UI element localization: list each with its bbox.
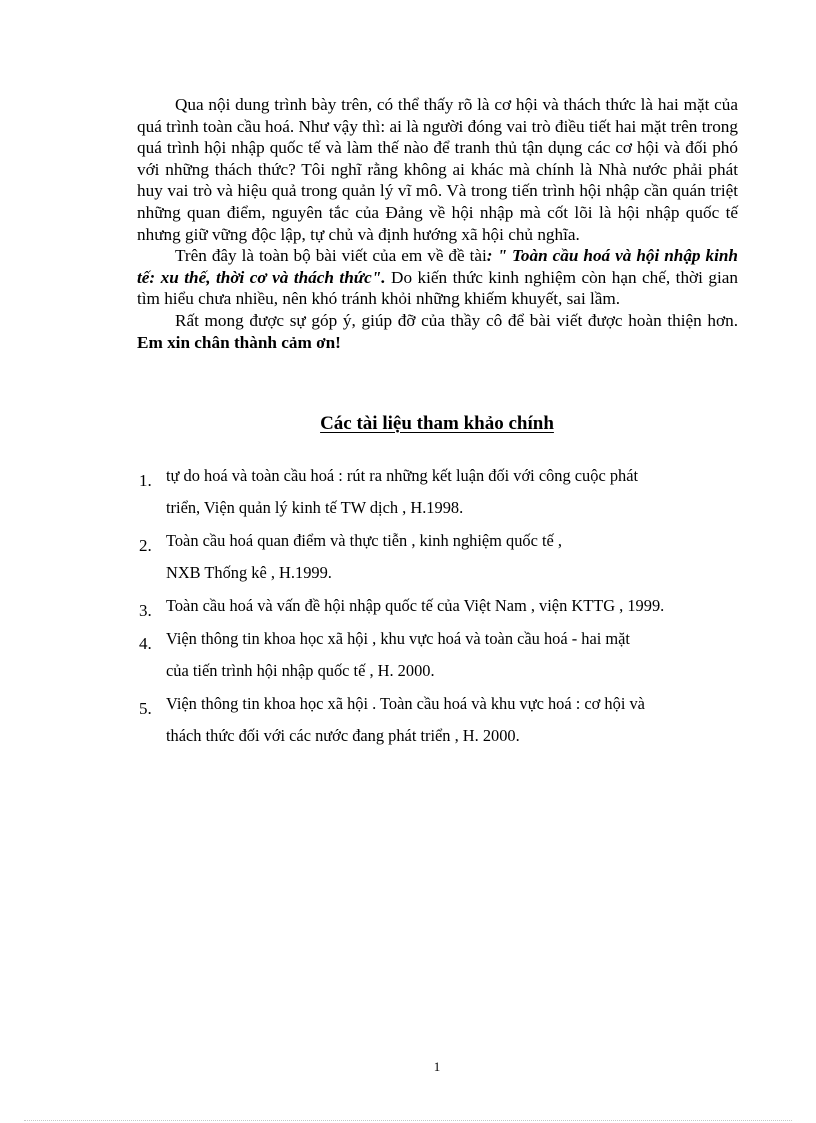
- reference-item: [137, 688, 738, 752]
- paragraph-conclusion: Qua nội dung trình bày trên, có thể thấy rõ là cơ hội và thách thức là hai mặt của quá trình toàn cầu hoá. Như vậy thì: ai là người đóng vai trò điều tiết hai mặt trên trong quá trình hội nhập quốc tế và làm thế nào để tranh thủ tận dụng các cơ hội và đối phó với những thách thức? Tôi nghĩ rằng không ai khác mà chính là Nhà nước phải phát huy vai trò và hiệu quả trong quản lý vĩ mô. Và trong tiến trình hội nhập cần quán triệt những quan điểm, nguyên tắc của Đảng về hội nhập mà cốt lõi là hội nhập quốc tế nhưng giữ vững độc lập, tự chủ và định hướng xã hội chủ nghĩa.: [137, 95, 738, 244]
- references-heading: Các tài liệu tham khảo chính: [320, 413, 554, 434]
- reference-line: NXB Thống kê , H.1999.: [166, 563, 332, 582]
- reference-item: [137, 460, 738, 524]
- reference-line: của tiến trình hội nhập quốc tế , H. 2000.: [166, 661, 435, 680]
- reference-line: Viện thông tin khoa học xã hội , khu vực hoá và toàn cầu hoá - hai mặt: [166, 629, 630, 648]
- reference-line: Toàn cầu hoá quan điểm và thực tiễn , kinh nghiệm quốc tế ,: [166, 531, 562, 550]
- reference-line: Toàn cầu hoá và vấn đề hội nhập quốc tế của Việt Nam , viện KTTG , 1999.: [166, 596, 665, 615]
- reference-item: [137, 590, 738, 622]
- reference-number: 4.: [139, 634, 152, 653]
- reference-line: Viện thông tin khoa học xã hội . Toàn cầu hoá và khu vực hoá : cơ hội và: [166, 694, 645, 713]
- body-text: [137, 94, 738, 353]
- topic-intro: Trên đây là toàn bộ bài viết của em về đề tài: [175, 246, 487, 266]
- reference-item: [137, 623, 738, 687]
- reference-line: thách thức đối với các nước đang phát triển , H. 2000.: [166, 726, 520, 745]
- thanks-bold: Em xin chân thành cảm ơn!: [137, 332, 341, 352]
- paragraph-thanks: [137, 310, 738, 353]
- reference-number: 3.: [139, 601, 152, 620]
- page-number: 1: [433, 1059, 441, 1074]
- reference-line: triển, Viện quản lý kinh tế TW dịch , H.1998.: [166, 498, 464, 517]
- reference-number: 5.: [139, 699, 152, 718]
- topic-rest: Do kiến thức kinh nghiệm còn hạn chế, thời gian tìm hiểu chưa nhiều, nên khó tránh khỏi những khiếm khuyết, sai lầm.: [137, 267, 738, 309]
- reference-number: 1.: [139, 471, 152, 490]
- topic-title: : " Toàn cầu hoá và hội nhập kinh tế: xu thế, thời cơ và thách thức".: [137, 246, 738, 287]
- paragraph-topic: [137, 245, 738, 310]
- reference-item: [137, 525, 738, 589]
- reference-line: tự do hoá và toàn cầu hoá : rút ra những kết luận đối với công cuộc phát: [166, 466, 639, 485]
- reference-number: 2.: [139, 536, 152, 555]
- thanks-intro: Rất mong được sự góp ý, giúp đỡ của thầy cô để bài viết được hoàn thiện hơn.: [175, 310, 738, 330]
- page-bottom-divider: [24, 1120, 792, 1121]
- references-list: [137, 460, 738, 753]
